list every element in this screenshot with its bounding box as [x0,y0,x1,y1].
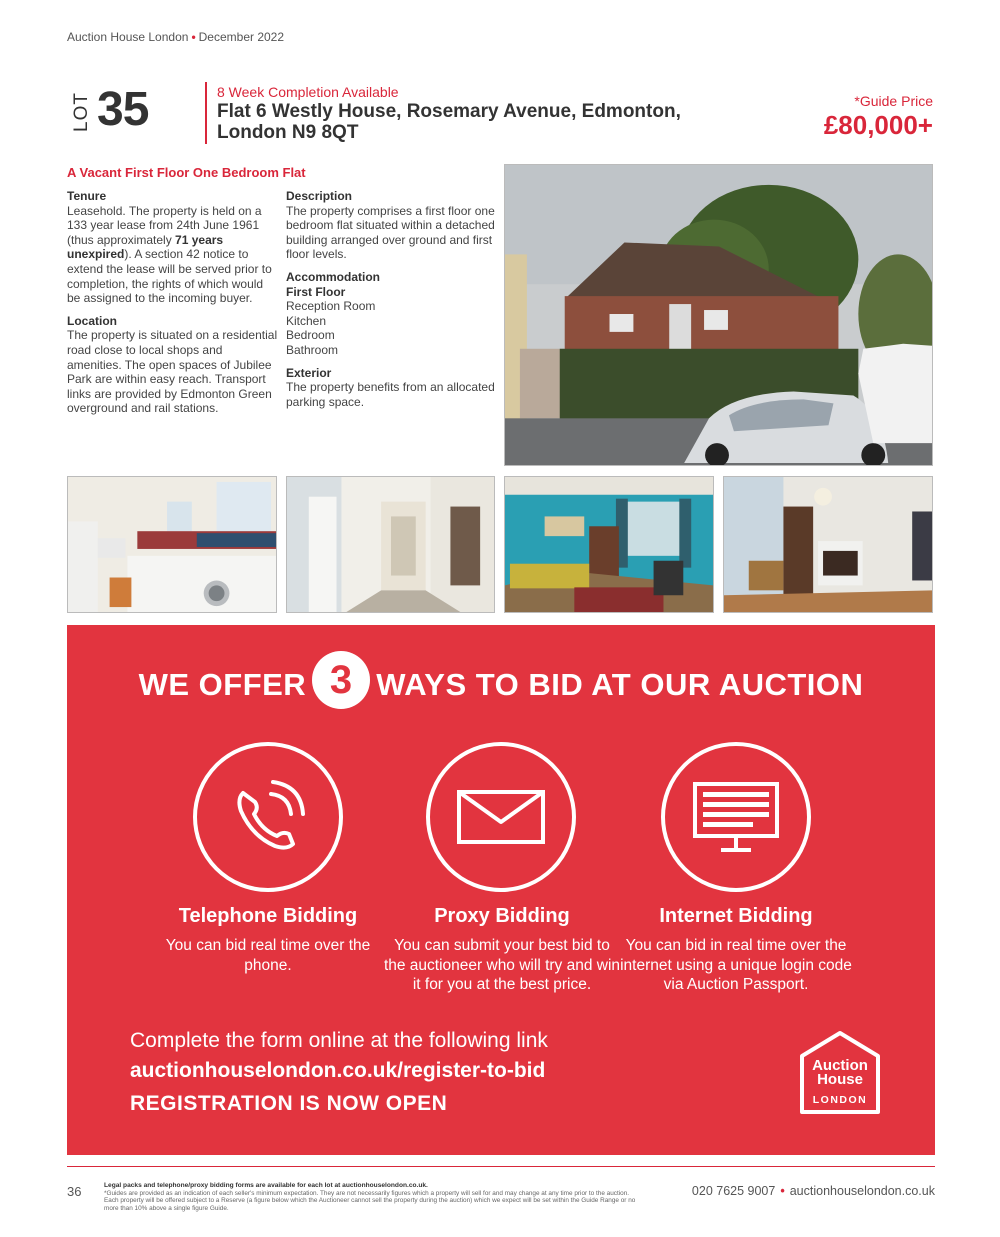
details-right-column [286,189,498,417]
lot-number: 35 [97,83,149,136]
completion-note: 8 Week Completion Available [217,84,399,100]
separator-dot: • [191,30,196,44]
website-link[interactable]: auctionhouselondon.co.uk [789,1184,935,1198]
internet-bidding-desc: You can bid in real time over the internet using a unique login code via Auction Passport. [620,937,852,993]
accommodation-heading: Accommodation [286,269,381,284]
bidding-panel [67,625,935,1155]
first-floor-heading: First Floor [286,284,346,299]
reception-room-photo [504,476,714,613]
legal-notice-headline: Legal packs and telephone/proxy bidding forms are available for each lot at auctionhouselondon.co.uk. [104,1182,428,1189]
proxy-bidding-circle [426,742,576,892]
tenure-heading: Tenure [67,189,107,203]
lot-label: LOT [71,92,92,132]
tenure-text [67,204,279,306]
separator-dot: • [780,1184,785,1198]
banner-number-badge: 3 [312,651,370,709]
kitchen-photo [67,476,277,613]
hallway-photo [286,476,495,613]
telephone-bidding-title: Telephone Bidding [178,905,358,927]
telephone-icon [197,746,339,888]
legal-notice [104,1182,644,1212]
room-item: Reception Room [286,299,376,314]
publisher-name: Auction House London [67,30,189,44]
room-item: Bathroom [286,342,339,357]
page-number: 36 [67,1184,82,1199]
bidding-banner [67,658,935,709]
envelope-icon [430,746,572,888]
description-heading: Description [286,189,353,203]
monitor-icon [665,746,807,888]
location-heading: Location [67,313,117,328]
bedroom-photo [723,476,933,613]
address-line-1: Flat 6 Westly House, Rosemary Avenue, Edmonton, [217,101,681,122]
publication-date: December 2022 [198,30,285,44]
property-address [217,101,737,143]
details-left-column [67,189,279,424]
logo-line-2: House [817,1071,863,1088]
exterior-photo [504,164,933,466]
room-item: Kitchen [286,313,327,328]
address-line-2: London N9 8QT [217,122,359,143]
internet-bidding-circle [661,742,811,892]
property-headline: A Vacant First Floor One Bedroom Flat [67,165,306,180]
guide-price-label: *Guide Price [854,93,933,109]
registration-open-notice: REGISTRATION IS NOW OPEN [130,1092,448,1115]
logo-line-1: Auction [812,1057,868,1074]
tenure-unexpired: 71 years unexpired [67,232,224,262]
description-text: The property comprises a first floor one bedroom flat situated within a detached building arranged over ground and first floor levels. [286,203,495,262]
banner-prefix: WE OFFER [138,667,307,703]
telephone-bidding-desc: You can bid real time over the phone. [165,937,371,974]
internet-bidding-title: Internet Bidding [659,905,813,927]
exterior-text: The property benefits from an allocated parking space. [286,380,495,409]
phone-number[interactable]: 020 7625 9007 [691,1184,776,1198]
footer-divider [67,1166,935,1167]
tenure-text-b: ). A section 42 notice to extend the lease will be served prior to completion, the rights of which would be assigned to the incoming buyer. [67,247,272,306]
publication-header [67,30,284,44]
proxy-bidding-title: Proxy Bidding [434,905,570,927]
tenure-text-a: Leasehold. The property is held on a 133 year lease from 24th June 1961 (thus approximately [67,203,262,247]
proxy-bidding-desc: You can submit your best bid to the auctioneer who will try and win it for you at the best price. [383,937,621,993]
lot-divider [205,82,207,144]
exterior-heading: Exterior [286,365,332,380]
room-item: Bedroom [286,328,335,343]
telephone-bidding-circle [193,742,343,892]
banner-suffix: WAYS TO BID AT OUR AUCTION [376,667,864,703]
guide-price: £80,000+ [823,110,933,140]
logo-line-3: LONDON [812,1094,868,1106]
register-link[interactable]: auctionhouselondon.co.uk/register-to-bid [130,1059,546,1082]
footer-contact [692,1184,935,1198]
legal-notice-text: *Guides are provided as an indication of each seller's minimum expectation. They are not necessarily figures which a property will sell for and may change at any time prior to the auction. Each property will be offered subject to a Reserve (a figure below which the Auctioneer cannot sell the property during the auction) which we expect will be set within the Guide Range or no more than 10% above a single figure Guide. [104,1189,636,1212]
location-text: The property is situated on a residential road close to local shops and amenities. The open spaces of Jubilee Park are within easy reach. Transport links are provided by Edmonton Green overground and rail stations. [67,328,278,416]
register-instruction: Complete the form online at the following link [130,1029,548,1052]
auction-house-logo [798,1030,882,1115]
